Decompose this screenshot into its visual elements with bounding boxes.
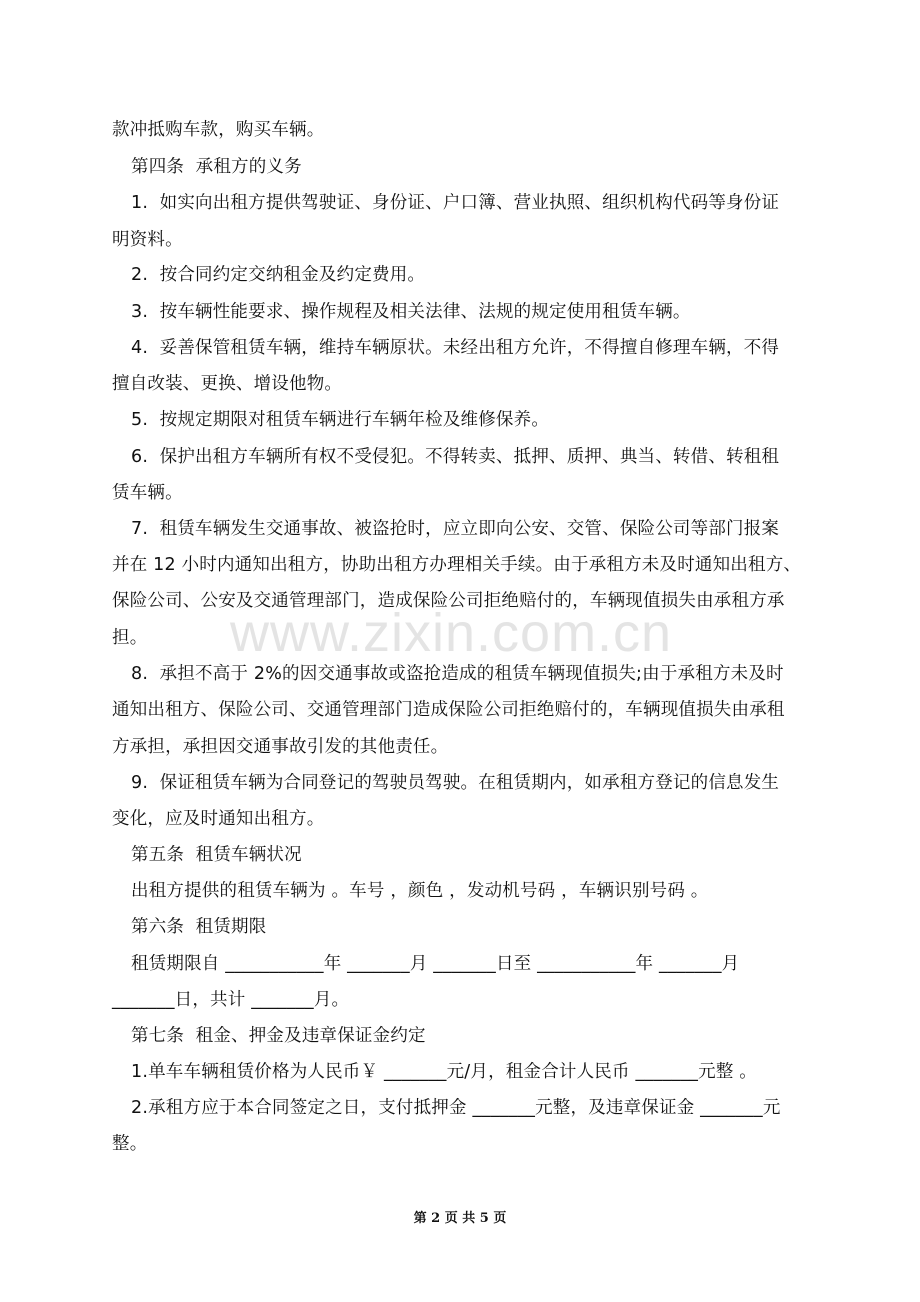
text-line: 变化，应及时通知出租方。 bbox=[112, 809, 325, 829]
text-line: 方承担，承担因交通事故引发的其他责任。 bbox=[112, 737, 449, 757]
text-line: 并在 12 小时内通知出租方，协助出租方办理相关手续。由于承租方未及时通知出租方、 bbox=[112, 555, 802, 575]
text-line: 5. 按规定期限对租赁车辆进行车辆年检及维修保养。 bbox=[131, 410, 550, 430]
text-line: 明资料。 bbox=[112, 230, 183, 250]
text-line: 款冲抵购车款，购买车辆。 bbox=[112, 120, 325, 140]
text-line: 擅自改装、更换、增设他物。 bbox=[112, 374, 343, 394]
page-footer: 第 2 页 共 5 页 bbox=[413, 1211, 507, 1226]
text-line: 出租方提供的租赁车辆为 。车号 ，颜色 ，发动机号码 ，车辆识别号码 。 bbox=[131, 881, 709, 901]
text-line: 8. 承担不高于 2%的因交通事故或盗抢造成的租赁车辆现值损失;由于承租方未及时 bbox=[131, 664, 784, 684]
text-line: 4. 妥善保管租赁车辆，维持车辆原状。未经出租方允许，不得擅自修理车辆，不得 bbox=[131, 338, 780, 358]
text-line: 3. 按车辆性能要求、操作规程及相关法律、法规的规定使用租赁车辆。 bbox=[131, 302, 691, 322]
section-heading: 第六条 租赁期限 bbox=[131, 917, 267, 937]
text-line: 保险公司、公安及交通管理部门，造成保险公司拒绝赔付的，车辆现值损失由承租方承 bbox=[112, 591, 785, 611]
text-line: 2. 按合同约定交纳租金及约定费用。 bbox=[131, 265, 426, 285]
text-line: 6. 保护出租方车辆所有权不受侵犯。不得转卖、抵押、质押、典当、转借、转租租 bbox=[131, 447, 780, 467]
text-line: 9. 保证租赁车辆为合同登记的驾驶员驾驶。在租赁期内，如承租方登记的信息发生 bbox=[131, 773, 780, 793]
text-line: _______日，共计 _______月。 bbox=[112, 990, 350, 1010]
text-line: 2.承租方应于本合同签定之日，支付抵押金 _______元整，及违章保证金 _______元 bbox=[131, 1098, 781, 1118]
section-heading: 第五条 租赁车辆状况 bbox=[131, 845, 302, 865]
section-heading: 第四条 承租方的义务 bbox=[131, 157, 302, 177]
text-line: 整。 bbox=[112, 1134, 148, 1154]
text-line: 1. 如实向出租方提供驾驶证、身份证、户口簿、营业执照、组织机构代码等身份证 bbox=[131, 193, 780, 213]
section-heading: 第七条 租金、押金及违章保证金约定 bbox=[131, 1026, 426, 1046]
text-line: 1.单车车辆租赁价格为人民币￥ _______元/月，租金合计人民币 _______元整 。 bbox=[131, 1062, 757, 1082]
watermark: www.zixin.com.cn bbox=[230, 603, 673, 663]
text-line: 通知出租方、保险公司、交通管理部门造成保险公司拒绝赔付的，车辆现值损失由承租 bbox=[112, 700, 785, 720]
text-line: 赁车辆。 bbox=[112, 483, 183, 503]
text-line: 担。 bbox=[112, 628, 148, 648]
text-line: 7. 租赁车辆发生交通事故、被盗抢时，应立即向公安、交管、保险公司等部门报案 bbox=[131, 519, 780, 539]
text-line: 租赁期限自 ___________年 _______月 _______日至 ___________年 _______月 bbox=[131, 954, 740, 974]
